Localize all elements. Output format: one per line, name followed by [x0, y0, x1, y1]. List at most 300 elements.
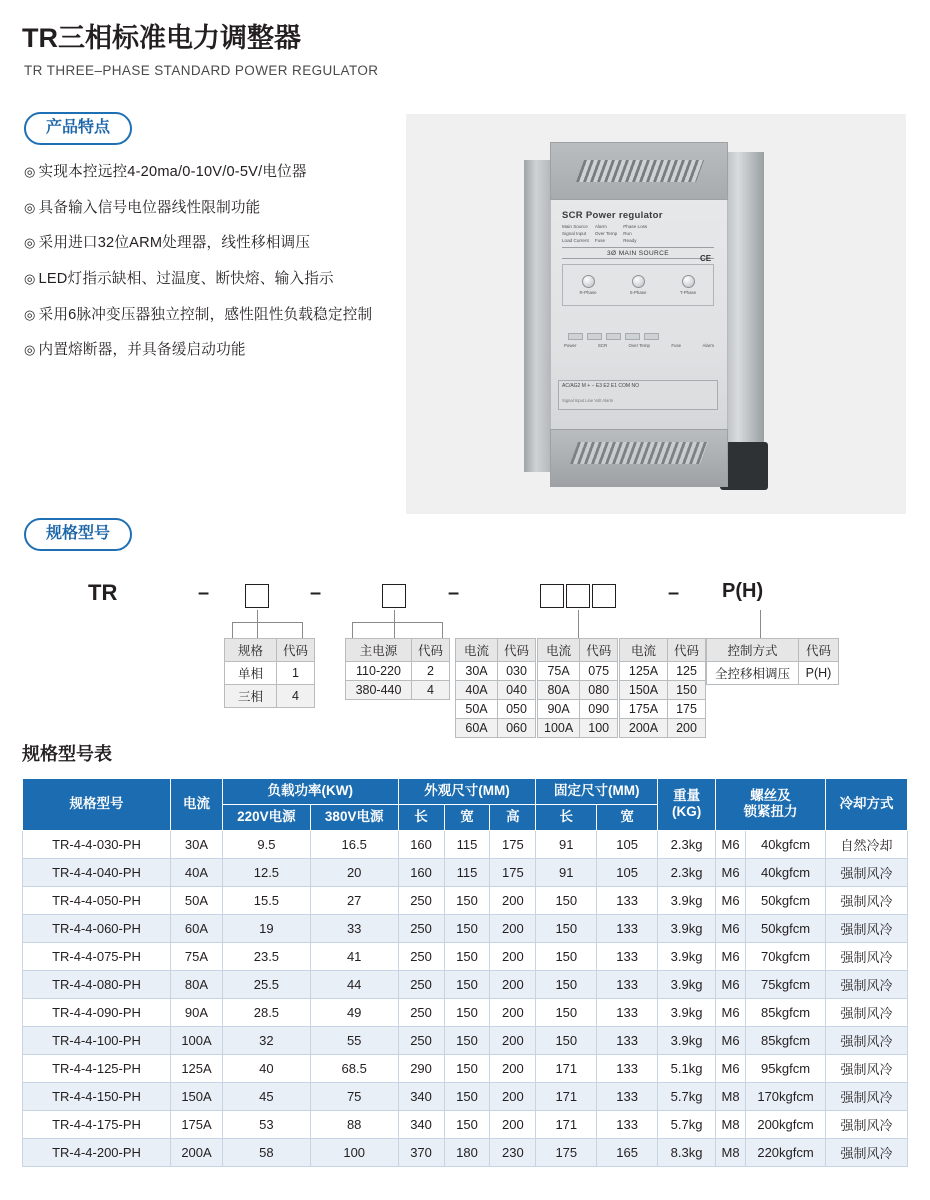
cell-p220: 19 [223, 914, 311, 942]
cell-dim-l: 160 [398, 858, 444, 886]
col-header-current: 电流 [538, 639, 580, 662]
model-code-diagram [0, 570, 930, 760]
table-row [456, 639, 536, 662]
cell-current: 40A [171, 858, 223, 886]
led-label-fuse: Fuse [671, 343, 682, 348]
source-code-table [345, 638, 450, 700]
cell-fix-l: 150 [536, 886, 597, 914]
spec-table-wrap [22, 778, 908, 1167]
cell-dim-l: 250 [398, 886, 444, 914]
cell-fix-l: 171 [536, 1082, 597, 1110]
cell: 4 [412, 681, 450, 700]
cell-screw: M6 [716, 914, 746, 942]
specification-table [22, 778, 908, 1167]
led-label-scr: SCR [597, 343, 608, 348]
dash-4: – [668, 582, 680, 604]
cell-dim-l: 290 [398, 1054, 444, 1082]
cell-current: 125A [171, 1054, 223, 1082]
table-row [620, 681, 706, 700]
legend-col-left: Main Source Signal Input Load Current [562, 224, 589, 243]
leader-line-source-right [442, 622, 443, 638]
table-row [23, 1026, 908, 1054]
cell-p220: 12.5 [223, 858, 311, 886]
cell-dim-l: 370 [398, 1138, 444, 1166]
table-row [23, 1054, 908, 1082]
cell-cooling: 强制风冷 [826, 1110, 908, 1138]
mini-table-current-2 [537, 638, 618, 738]
feature-text: 采用6脉冲变压器独立控制，感性阻性负载稳定控制 [38, 306, 373, 323]
leader-line-current [578, 610, 579, 638]
cell: 全控移相调压 [707, 662, 799, 685]
table-row [225, 685, 315, 708]
col-header-code: 代码 [580, 639, 618, 662]
cell-fix-l: 91 [536, 830, 597, 858]
cell-dim-h: 200 [490, 914, 536, 942]
list-item [24, 199, 424, 219]
cell: 90A [538, 700, 580, 719]
cell-dim-w: 150 [444, 1110, 490, 1138]
cell-dim-w: 150 [444, 1054, 490, 1082]
table-row [620, 700, 706, 719]
page-subtitle: TR THREE–PHASE STANDARD POWER REGULATOR [24, 62, 379, 78]
cell-dim-w: 115 [444, 858, 490, 886]
cell-p220: 45 [223, 1082, 311, 1110]
cell-current: 50A [171, 886, 223, 914]
cell-fix-l: 175 [536, 1138, 597, 1166]
table-row [620, 719, 706, 738]
cell: 30A [456, 662, 498, 681]
cell-p380: 44 [310, 970, 398, 998]
feature-text: LED灯指示缺相、过温度、断快熔、输入指示 [38, 271, 334, 288]
table-row [538, 662, 618, 681]
cell-p380: 33 [310, 914, 398, 942]
cell-dim-h: 200 [490, 1082, 536, 1110]
cell-screw: M8 [716, 1138, 746, 1166]
list-item [24, 163, 424, 183]
col-header-current: 电流 [620, 639, 668, 662]
cell: 单相 [225, 662, 277, 685]
table-row [23, 830, 908, 858]
cell-p380: 68.5 [310, 1054, 398, 1082]
feature-text: 具备输入信号电位器线性限制功能 [38, 199, 261, 216]
cell: 40A [456, 681, 498, 700]
col-header-screw [716, 779, 826, 831]
col-header-dim-h: 高 [490, 804, 536, 830]
cell-torque: 50kgfcm [746, 886, 826, 914]
cell-dim-h: 200 [490, 886, 536, 914]
table-row [346, 681, 450, 700]
col-header-dimensions: 外观尺寸(MM) [398, 779, 536, 805]
cell-dim-l: 250 [398, 1026, 444, 1054]
cell-torque: 75kgfcm [746, 970, 826, 998]
list-item [24, 270, 424, 290]
product-photo [406, 114, 906, 514]
cell-fix-l: 171 [536, 1054, 597, 1082]
led-indicator [568, 333, 583, 340]
leader-line-spec [257, 610, 258, 638]
cell-p220: 58 [223, 1138, 311, 1166]
leader-line-spec-right [302, 622, 303, 638]
cell-torque: 50kgfcm [746, 914, 826, 942]
power-regulator-device [524, 142, 774, 487]
knob-icon [582, 275, 595, 288]
table-row [707, 639, 839, 662]
mini-table-current-1 [455, 638, 536, 738]
cell: 110-220 [346, 662, 412, 681]
cell: 380-440 [346, 681, 412, 700]
cell-dim-w: 115 [444, 830, 490, 858]
device-terminal-strip [558, 380, 718, 410]
feature-text: 内置熔断器，并具备缓启动功能 [38, 342, 246, 359]
cell-dim-w: 150 [444, 1082, 490, 1110]
potentiometer-r: R-Phase [577, 275, 599, 295]
led-label-alarm: Alarm [702, 343, 714, 348]
cell: 060 [498, 719, 536, 738]
vent-slots-top [576, 160, 704, 182]
device-indicator-legend [562, 224, 714, 245]
cell-fix-w: 133 [597, 1054, 658, 1082]
cell-dim-w: 150 [444, 998, 490, 1026]
table-row [456, 662, 536, 681]
bullet-icon: ◎ [24, 164, 36, 179]
cell: P(H) [799, 662, 839, 685]
cell-current: 200A [171, 1138, 223, 1166]
cell: 080 [580, 681, 618, 700]
col-header-fixing: 固定尺寸(MM) [536, 779, 658, 805]
cell-p220: 53 [223, 1110, 311, 1138]
spec-code-table [224, 638, 315, 708]
cell-weight: 3.9kg [658, 970, 716, 998]
table-row [23, 942, 908, 970]
col-header-power-220: 220V电源 [223, 804, 311, 830]
cell-dim-h: 200 [490, 998, 536, 1026]
cell-dim-h: 200 [490, 942, 536, 970]
table-row [23, 858, 908, 886]
cell-cooling: 强制风冷 [826, 886, 908, 914]
cell-current: 30A [171, 830, 223, 858]
col-header-current: 电流 [456, 639, 498, 662]
cell-dim-h: 230 [490, 1138, 536, 1166]
cell-torque: 170kgfcm [746, 1082, 826, 1110]
device-brand-text: SCR Power regulator [562, 210, 663, 221]
cell-fix-w: 165 [597, 1138, 658, 1166]
cell-weight: 5.1kg [658, 1054, 716, 1082]
cell-fix-l: 150 [536, 914, 597, 942]
bullet-icon: ◎ [24, 306, 36, 322]
table-row [538, 700, 618, 719]
table-row [23, 914, 908, 942]
potentiometer-s: S-Phase [627, 275, 649, 295]
cell: 100A [538, 719, 580, 738]
current-code-table-3 [619, 638, 706, 738]
cell-current: 150A [171, 1082, 223, 1110]
cell-dim-l: 250 [398, 970, 444, 998]
led-indicator [606, 333, 621, 340]
col-header-code: 代码 [277, 639, 315, 662]
table-row [23, 886, 908, 914]
code-box-source [382, 584, 406, 608]
dash-2: – [310, 582, 322, 604]
device-main-source-band: 3Ø MAIN SOURCE [562, 247, 714, 259]
cell-screw: M8 [716, 1082, 746, 1110]
cell-fix-w: 133 [597, 886, 658, 914]
cell-cooling: 强制风冷 [826, 942, 908, 970]
leader-hline-source [352, 622, 442, 623]
cell-weight: 2.3kg [658, 830, 716, 858]
cell-screw: M6 [716, 830, 746, 858]
cell-cooling: 强制风冷 [826, 1026, 908, 1054]
table-row [456, 700, 536, 719]
cell: 4 [277, 685, 315, 708]
col-header-code: 代码 [412, 639, 450, 662]
cell-screw: M6 [716, 1026, 746, 1054]
cell-current: 80A [171, 970, 223, 998]
cell-dim-l: 340 [398, 1110, 444, 1138]
cell-cooling: 强制风冷 [826, 1082, 908, 1110]
leader-line-control [760, 610, 761, 638]
led-indicator [625, 333, 640, 340]
table-row [225, 662, 315, 685]
mini-table-spec [224, 638, 315, 708]
control-code-table [706, 638, 839, 685]
page-title: TR三相标准电力调整器 [22, 23, 301, 53]
col-header-code: 代码 [668, 639, 706, 662]
cell-fix-w: 133 [597, 1082, 658, 1110]
cell-p220: 15.5 [223, 886, 311, 914]
cell: 175A [620, 700, 668, 719]
cell-p380: 88 [310, 1110, 398, 1138]
col-header-power-380: 380V电源 [310, 804, 398, 830]
cell-torque: 85kgfcm [746, 998, 826, 1026]
cell: 50A [456, 700, 498, 719]
table-row [538, 681, 618, 700]
current-code-table-1 [455, 638, 536, 738]
cell-current: 75A [171, 942, 223, 970]
spec-table-title: 规格型号表 [22, 744, 112, 764]
cell-dim-h: 200 [490, 970, 536, 998]
cell-torque: 220kgfcm [746, 1138, 826, 1166]
col-header-fix-l: 长 [536, 804, 597, 830]
code-box-current-1 [540, 584, 564, 608]
features-heading: 产品特点 [24, 112, 132, 145]
cell-p220: 32 [223, 1026, 311, 1054]
table-row [538, 719, 618, 738]
device-brand-panel [562, 210, 714, 245]
cell: 175 [668, 700, 706, 719]
cell-fix-w: 133 [597, 970, 658, 998]
cell-dim-h: 175 [490, 830, 536, 858]
cell-weight: 3.9kg [658, 998, 716, 1026]
col-header-control: 控制方式 [707, 639, 799, 662]
device-led-labels [564, 343, 714, 348]
col-header-cooling: 冷却方式 [826, 779, 908, 831]
table-row [23, 970, 908, 998]
cell-dim-l: 340 [398, 1082, 444, 1110]
cell: 200A [620, 719, 668, 738]
weight-line2: (KG) [671, 804, 702, 820]
col-header-power: 负载功率(KW) [223, 779, 399, 805]
cell-screw: M6 [716, 858, 746, 886]
legend-col-right: Phase Loss Run Ready [623, 224, 648, 243]
legend-col-mid: Alarm Over Temp Fuse [594, 224, 618, 243]
current-code-table-2 [537, 638, 618, 738]
cell-model: TR-4-4-040-PH [23, 858, 171, 886]
col-header-code: 代码 [799, 639, 839, 662]
table-row [620, 662, 706, 681]
cell-dim-w: 150 [444, 914, 490, 942]
cell-model: TR-4-4-125-PH [23, 1054, 171, 1082]
cell: 075 [580, 662, 618, 681]
table-row [538, 639, 618, 662]
led-indicator [644, 333, 659, 340]
features-list [24, 163, 424, 361]
cell-torque: 95kgfcm [746, 1054, 826, 1082]
leader-hline-spec [232, 622, 302, 623]
cell-weight: 5.7kg [658, 1082, 716, 1110]
cell-fix-w: 133 [597, 914, 658, 942]
cell-fix-w: 105 [597, 830, 658, 858]
cell-dim-w: 180 [444, 1138, 490, 1166]
cell-screw: M6 [716, 998, 746, 1026]
led-label-power: Power [564, 343, 577, 348]
cell: 150 [668, 681, 706, 700]
terminal-sublabels: Signal Input Line Volt Alarm [562, 398, 614, 403]
cell-dim-w: 150 [444, 1026, 490, 1054]
dash-3: – [448, 582, 460, 604]
cell-p380: 49 [310, 998, 398, 1026]
cell-fix-w: 133 [597, 1026, 658, 1054]
cell-p220: 40 [223, 1054, 311, 1082]
screw-line2: 锁紧扭力 [743, 804, 798, 820]
cell-fix-l: 171 [536, 1110, 597, 1138]
bullet-icon: ◎ [24, 342, 36, 358]
list-item [24, 341, 424, 361]
table-row [23, 1138, 908, 1166]
cell-dim-w: 150 [444, 942, 490, 970]
table-row [456, 719, 536, 738]
model-code-heading: 规格型号 [24, 518, 132, 551]
cell-torque: 40kgfcm [746, 858, 826, 886]
cell-fix-l: 91 [536, 858, 597, 886]
led-indicator [587, 333, 602, 340]
cell-cooling: 强制风冷 [826, 914, 908, 942]
cell-p220: 9.5 [223, 830, 311, 858]
cell-p380: 100 [310, 1138, 398, 1166]
cell-p380: 55 [310, 1026, 398, 1054]
cell-cooling: 强制风冷 [826, 998, 908, 1026]
cell-model: TR-4-4-030-PH [23, 830, 171, 858]
cell-dim-l: 160 [398, 830, 444, 858]
cell-weight: 2.3kg [658, 858, 716, 886]
cell-current: 60A [171, 914, 223, 942]
leader-line-source [394, 610, 395, 638]
table-row [456, 681, 536, 700]
cell-model: TR-4-4-090-PH [23, 998, 171, 1026]
cell-dim-l: 250 [398, 998, 444, 1026]
cell-cooling: 自然冷却 [826, 830, 908, 858]
cell: 2 [412, 662, 450, 681]
leader-line-spec-left [232, 622, 233, 638]
mini-table-control [706, 638, 839, 685]
cell-dim-h: 200 [490, 1026, 536, 1054]
col-header-dim-l: 长 [398, 804, 444, 830]
heatsink-right [724, 152, 764, 472]
model-suffix: P(H) [722, 580, 764, 602]
cell: 030 [498, 662, 536, 681]
mini-table-source [345, 638, 450, 700]
cell-weight: 8.3kg [658, 1138, 716, 1166]
cell-weight: 3.9kg [658, 914, 716, 942]
cell-screw: M6 [716, 886, 746, 914]
cell-fix-l: 150 [536, 942, 597, 970]
cell-current: 175A [171, 1110, 223, 1138]
cell-torque: 85kgfcm [746, 1026, 826, 1054]
cell-fix-w: 105 [597, 858, 658, 886]
cell-dim-h: 200 [490, 1110, 536, 1138]
cell-p220: 23.5 [223, 942, 311, 970]
cell: 040 [498, 681, 536, 700]
model-code-section-heading-wrap [24, 518, 132, 551]
cell-fix-w: 133 [597, 942, 658, 970]
cell-model: TR-4-4-200-PH [23, 1138, 171, 1166]
ce-mark-icon: CE [700, 254, 712, 263]
cell-cooling: 强制风冷 [826, 1138, 908, 1166]
cell-model: TR-4-4-050-PH [23, 886, 171, 914]
cell-fix-l: 150 [536, 1026, 597, 1054]
cell: 200 [668, 719, 706, 738]
cell: 090 [580, 700, 618, 719]
cell: 050 [498, 700, 536, 719]
cell-torque: 200kgfcm [746, 1110, 826, 1138]
cell-model: TR-4-4-080-PH [23, 970, 171, 998]
features-section [24, 112, 424, 377]
cell-model: TR-4-4-100-PH [23, 1026, 171, 1054]
cell-fix-w: 133 [597, 1110, 658, 1138]
cell-p220: 28.5 [223, 998, 311, 1026]
table-row [23, 1082, 908, 1110]
cell: 150A [620, 681, 668, 700]
cell-screw: M6 [716, 1054, 746, 1082]
cell-current: 100A [171, 1026, 223, 1054]
col-header-model: 规格型号 [23, 779, 171, 831]
cell-torque: 40kgfcm [746, 830, 826, 858]
cell: 125 [668, 662, 706, 681]
col-header-source: 主电源 [346, 639, 412, 662]
cell-p380: 20 [310, 858, 398, 886]
cell: 三相 [225, 685, 277, 708]
cell-dim-h: 200 [490, 1054, 536, 1082]
mini-table-current-3 [619, 638, 706, 738]
dash-1: – [198, 582, 210, 604]
cell-torque: 70kgfcm [746, 942, 826, 970]
code-box-current-3 [592, 584, 616, 608]
table-row [346, 662, 450, 681]
cell-weight: 3.9kg [658, 1026, 716, 1054]
col-header-current: 电流 [171, 779, 223, 831]
cell-fix-l: 150 [536, 998, 597, 1026]
cell-cooling: 强制风冷 [826, 970, 908, 998]
cell-model: TR-4-4-075-PH [23, 942, 171, 970]
table-head [23, 779, 908, 831]
cell: 100 [580, 719, 618, 738]
weight-line1: 重量 [673, 787, 701, 803]
feature-text: 实现本控远控4-20ma/0-10V/0-5V/电位器 [38, 164, 307, 180]
cell: 75A [538, 662, 580, 681]
cell-dim-l: 250 [398, 942, 444, 970]
vent-slots-bottom [570, 442, 708, 464]
cell-current: 90A [171, 998, 223, 1026]
cell-model: TR-4-4-175-PH [23, 1110, 171, 1138]
